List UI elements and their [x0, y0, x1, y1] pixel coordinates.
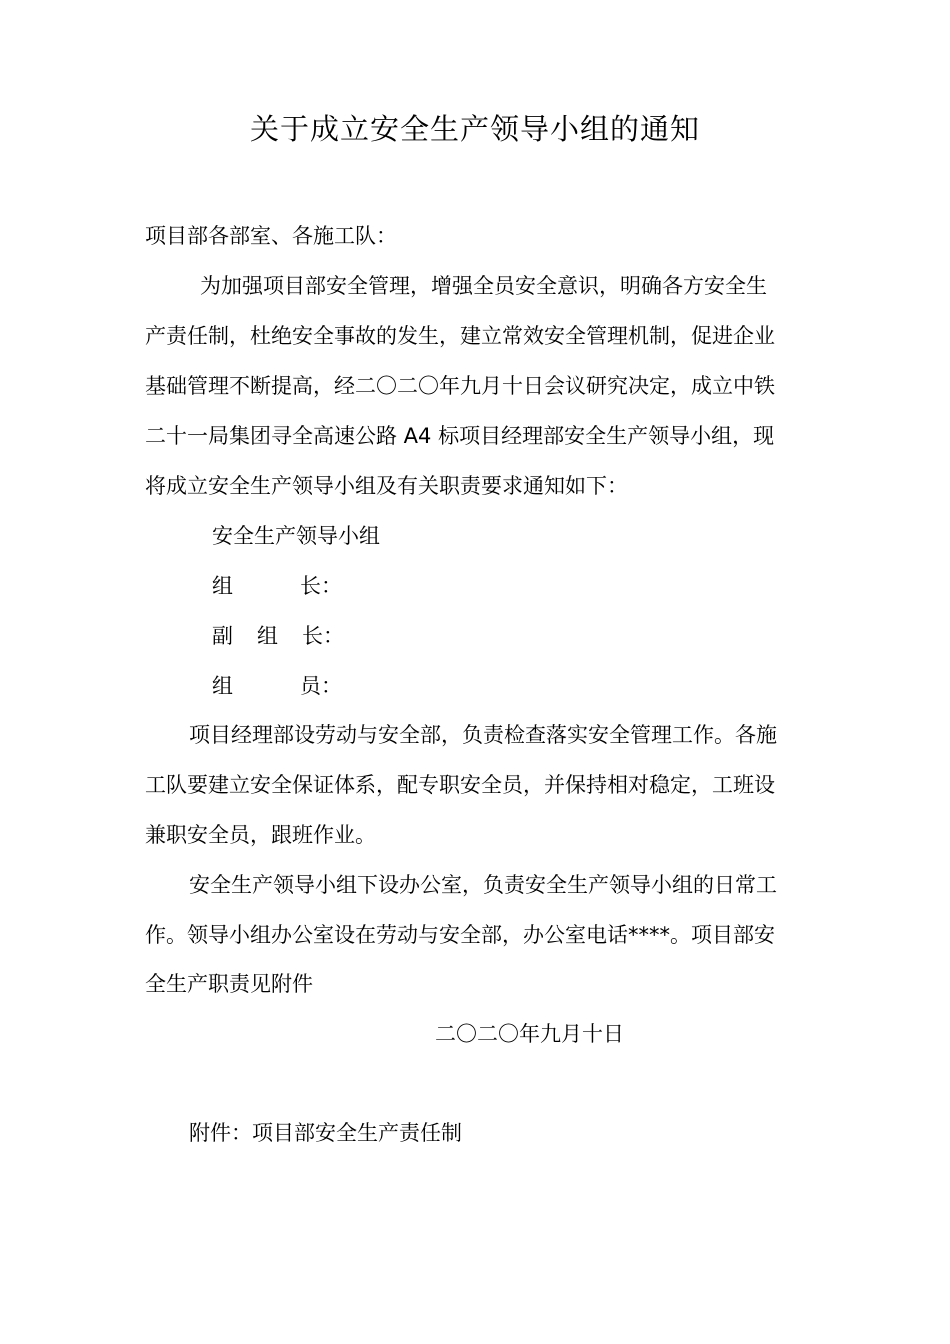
paragraph-2-line-1: 项目经理部设劳动与安全部，负责检查落实安全管理工作。各施 — [189, 723, 777, 747]
role-leader-char-2: 长： — [300, 574, 342, 598]
paragraph-1-line-4: 二十一局集团寻全高速公路 A4 标项目经理部安全生产领导小组，现 — [145, 424, 775, 448]
paragraph-1-line-5: 将成立安全生产领导小组及有关职责要求通知如下： — [145, 474, 628, 498]
document-date: 二〇二〇年九月十日 — [435, 1022, 624, 1046]
paragraph-3-line-1: 安全生产领导小组下设办公室，负责安全生产领导小组的日常工 — [189, 873, 777, 897]
role-member — [212, 661, 810, 711]
role-deputy — [212, 611, 810, 661]
document-title: 关于成立安全生产领导小组的通知 — [249, 112, 700, 146]
attachment-note: 附件：项目部安全生产责任制 — [189, 1121, 462, 1145]
paragraph-2-line-3: 兼职安全员，跟班作业。 — [145, 823, 376, 847]
role-member-char-1: 组 — [212, 674, 233, 698]
role-leader-char-1: 组 — [212, 574, 233, 598]
paragraph-1-line-3: 基础管理不断提高，经二〇二〇年九月十日会议研究决定，成立中铁 — [145, 374, 775, 398]
role-leader — [212, 561, 810, 611]
role-deputy-char-1: 副 — [212, 624, 233, 648]
paragraph-1-line-2: 产责任制，杜绝安全事故的发生，建立常效安全管理机制，促进企业 — [145, 324, 775, 348]
paragraph-3-line-3: 全生产职责见附件 — [145, 972, 313, 996]
paragraph-1-line-1: 为加强项目部安全管理，增强全员安全意识，明确各方安全生 — [200, 274, 767, 298]
paragraph-3-line-2: 作。领导小组办公室设在劳动与安全部，办公室电话****。项目部安 — [145, 923, 775, 947]
salutation: 项目部各部室、各施工队： — [145, 224, 397, 248]
role-deputy-char-2: 组 — [257, 624, 278, 648]
paragraph-2-line-2: 工队要建立安全保证体系，配专职安全员，并保持相对稳定，工班设 — [145, 773, 775, 797]
role-deputy-char-3: 长： — [302, 624, 344, 648]
group-heading: 安全生产领导小组 — [212, 524, 380, 548]
role-member-char-2: 员： — [300, 674, 342, 698]
